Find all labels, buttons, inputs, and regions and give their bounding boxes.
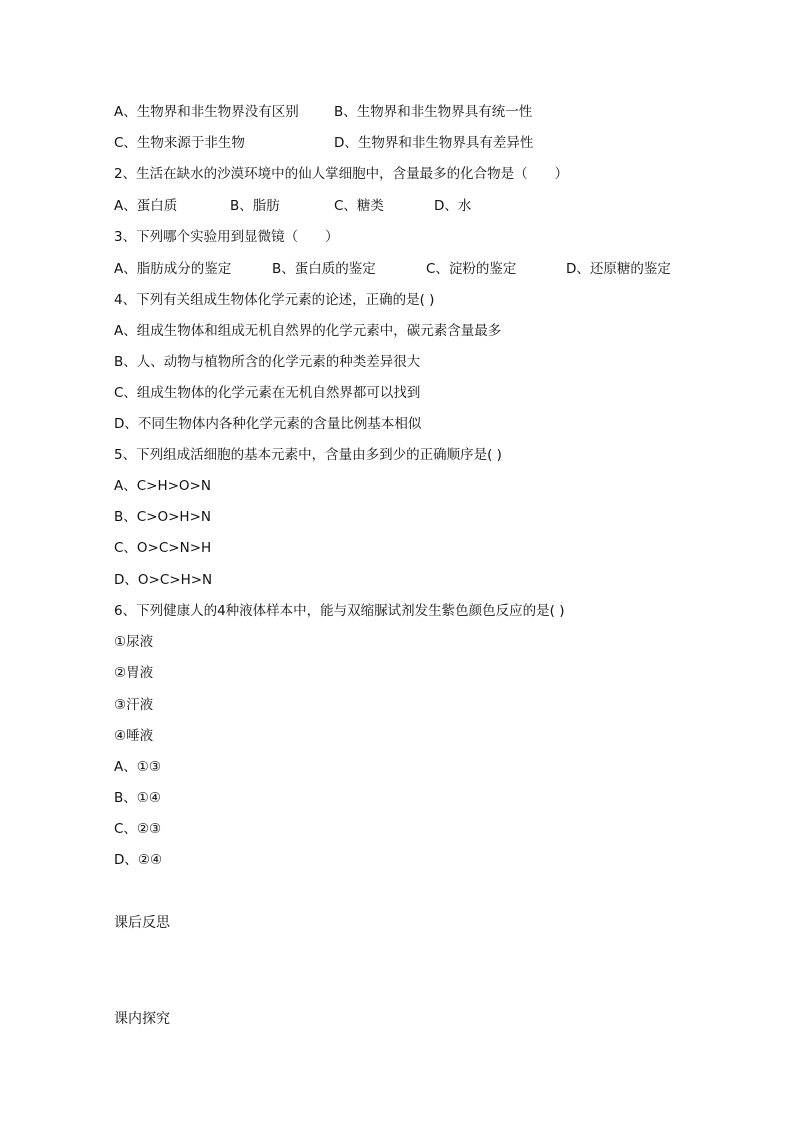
q4-option-b: B、人、动物与植物所含的化学元素的种类差异很大: [114, 354, 421, 370]
q2-stem: 2、生活在缺水的沙漠环境中的仙人掌细胞中，含量最多的化合物是（ ）: [114, 166, 569, 182]
q3-option-c: C、淀粉的鉴定: [426, 261, 517, 277]
q5-option-b: B、C>O>H>N: [114, 509, 211, 525]
q4-stem: 4、下列有关组成生物体化学元素的论述，正确的是( ): [114, 292, 435, 308]
q5-option-d: D、O>C>H>N: [114, 572, 213, 588]
q5-option-c: C、O>C>N>H: [114, 540, 212, 556]
q1-option-b: B、生物界和非生物界具有统一性: [334, 104, 533, 120]
q3-option-a: A、脂肪成分的鉴定: [114, 261, 232, 277]
q6-option-d: D、②④: [114, 852, 163, 868]
q6-item-1: ①尿液: [114, 634, 154, 650]
q1-option-c: C、生物来源于非生物: [114, 135, 245, 151]
q6-option-c: C、②③: [114, 821, 162, 837]
q6-option-b: B、①④: [114, 790, 161, 806]
q2-option-a: A、蛋白质: [114, 198, 178, 214]
q6-option-a: A、①③: [114, 759, 161, 775]
q6-item-3: ③汗液: [114, 697, 154, 713]
q6-item-4: ④唾液: [114, 728, 154, 744]
q2-option-c: C、糖类: [334, 198, 384, 214]
q5-option-a: A、C>H>O>N: [114, 478, 211, 494]
q3-option-b: B、蛋白质的鉴定: [272, 261, 376, 277]
section-heading-reflection: 课后反思: [114, 915, 170, 931]
q2-option-d: D、水: [434, 198, 472, 214]
q1-option-a: A、生物界和非生物界没有区别: [114, 104, 299, 120]
q6-item-2: ②胃液: [114, 665, 154, 681]
q4-option-d: D、不同生物体内各种化学元素的含量比例基本相似: [114, 416, 422, 432]
q5-stem: 5、下列组成活细胞的基本元素中，含量由多到少的正确顺序是( ): [114, 447, 502, 463]
section-heading-inquiry: 课内探究: [114, 1011, 170, 1027]
q4-option-c: C、组成生物体的化学元素在无机自然界都可以找到: [114, 385, 421, 401]
q2-option-b: B、脂肪: [230, 198, 280, 214]
q3-option-d: D、还原糖的鉴定: [566, 261, 671, 277]
q3-stem: 3、下列哪个实验用到显微镜（ ）: [114, 229, 339, 245]
q1-option-d: D、生物界和非生物界具有差异性: [334, 135, 534, 151]
q4-option-a: A、组成生物体和组成无机自然界的化学元素中，碳元素含量最多: [114, 323, 502, 339]
q6-stem: 6、下列健康人的4种液体样本中，能与双缩脲试剂发生紫色颜色反应的是( ): [114, 603, 565, 619]
